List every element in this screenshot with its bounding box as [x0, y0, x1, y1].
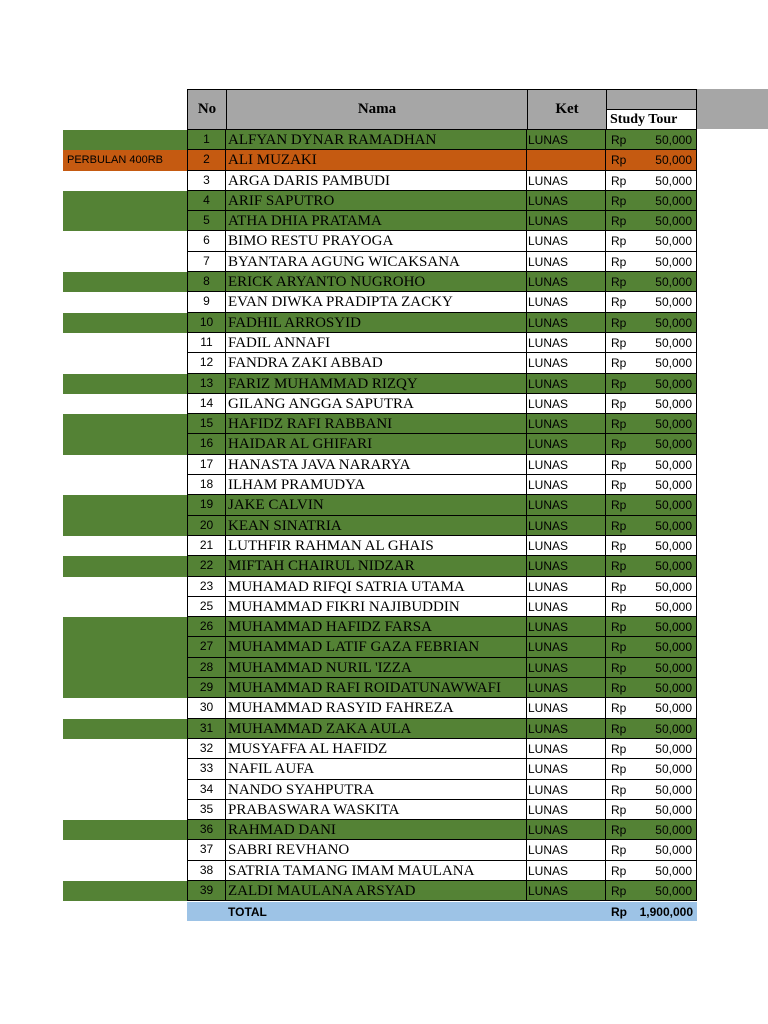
- payment-status: LUNAS: [527, 800, 606, 820]
- student-name: BYANTARA AGUNG WICAKSANA: [226, 252, 527, 272]
- side-note: [63, 820, 187, 840]
- amount: 50,000: [636, 577, 697, 597]
- row-number: 19: [187, 495, 226, 515]
- amount: 50,000: [636, 130, 697, 150]
- side-note: [63, 171, 187, 191]
- payment-status: LUNAS: [527, 353, 606, 373]
- side-note: [63, 313, 187, 333]
- side-note: [63, 597, 187, 617]
- currency: Rp: [611, 701, 627, 716]
- currency: Rp: [611, 457, 627, 472]
- student-name: MUHAMMAD RASYID FAHREZA: [226, 698, 527, 718]
- side-note: [63, 374, 187, 394]
- side-note: [63, 658, 187, 678]
- amount: 50,000: [636, 536, 697, 556]
- currency: Rp: [611, 335, 627, 350]
- header-ket: Ket: [555, 100, 579, 117]
- table-row: [0, 597, 768, 617]
- student-name: FANDRA ZAKI ABBAD: [226, 353, 527, 373]
- currency: Rp: [611, 762, 627, 777]
- row-number: 18: [187, 475, 226, 495]
- payment-status: LUNAS: [527, 171, 606, 191]
- payment-status: LUNAS: [527, 333, 606, 353]
- currency: Rp: [611, 538, 627, 553]
- table-row: [0, 698, 768, 718]
- table-row: [0, 414, 768, 434]
- student-name: MIFTAH CHAIRUL NIDZAR: [226, 556, 527, 576]
- row-number: 39: [187, 881, 226, 901]
- row-number: 16: [187, 434, 226, 454]
- table-row: [0, 800, 768, 820]
- amount: 50,000: [636, 516, 697, 536]
- student-name: MUHAMMAD NURIL 'IZZA: [226, 658, 527, 678]
- header-no-cell: [187, 89, 226, 130]
- currency: Rp: [611, 843, 627, 858]
- currency: Rp: [606, 130, 636, 150]
- row-number: 15: [187, 414, 226, 434]
- currency: Rp: [606, 678, 636, 698]
- payment-status: LUNAS: [527, 211, 606, 231]
- side-note: [63, 698, 187, 718]
- amount: 50,000: [636, 861, 697, 881]
- side-note: [63, 211, 187, 231]
- side-note: [63, 292, 187, 312]
- side-note: [63, 577, 187, 597]
- payment-status: LUNAS: [527, 536, 606, 556]
- table-row: [0, 495, 768, 515]
- amount: 50,000: [636, 211, 697, 231]
- table-row: [0, 333, 768, 353]
- row-number: 22: [187, 556, 226, 576]
- table-row: [0, 658, 768, 678]
- table-row: [0, 231, 768, 251]
- student-name: MUHAMMAD FIKRI NAJIBUDDIN: [226, 597, 527, 617]
- side-note: [63, 353, 187, 373]
- side-note: [63, 800, 187, 820]
- payment-status: LUNAS: [527, 374, 606, 394]
- side-note: [63, 739, 187, 759]
- table-row: [0, 739, 768, 759]
- payment-status: LUNAS: [527, 475, 606, 495]
- currency: Rp: [611, 356, 627, 371]
- currency: Rp: [611, 863, 627, 878]
- student-name: NAFIL AUFA: [226, 759, 527, 779]
- currency: Rp: [611, 234, 627, 249]
- amount: 50,000: [636, 556, 697, 576]
- payment-status: LUNAS: [527, 556, 606, 576]
- side-note: PERBULAN 400RB: [63, 150, 187, 170]
- payment-status: LUNAS: [527, 252, 606, 272]
- row-number: 33: [187, 759, 226, 779]
- currency: Rp: [611, 396, 627, 411]
- side-note: [63, 333, 187, 353]
- row-number: 7: [187, 252, 226, 272]
- payment-status: LUNAS: [527, 414, 606, 434]
- student-name: MUHAMMAD RAFI ROIDATUNAWWAFI: [226, 678, 527, 698]
- side-note: [63, 475, 187, 495]
- payment-status: LUNAS: [527, 231, 606, 251]
- currency: Rp: [611, 802, 627, 817]
- side-note: [63, 536, 187, 556]
- payment-status: LUNAS: [527, 516, 606, 536]
- amount: 50,000: [636, 191, 697, 211]
- amount: 50,000: [636, 719, 697, 739]
- table-row: [0, 617, 768, 637]
- row-number: 38: [187, 861, 226, 881]
- total-row: [187, 902, 697, 921]
- table-row: [0, 881, 768, 901]
- student-name: RAHMAD DANI: [226, 820, 527, 840]
- row-number: 30: [187, 698, 226, 718]
- row-number: 1: [187, 130, 226, 150]
- payment-status: LUNAS: [527, 759, 606, 779]
- table-row: [0, 252, 768, 272]
- header-study-tour-cell: [606, 109, 697, 130]
- student-name: ALFYAN DYNAR RAMADHAN: [226, 130, 527, 150]
- row-number: 20: [187, 516, 226, 536]
- student-name: MUSYAFFA AL HAFIDZ: [226, 739, 527, 759]
- amount: 50,000: [636, 394, 697, 414]
- table-row: [0, 719, 768, 739]
- row-number: 28: [187, 658, 226, 678]
- amount: 50,000: [636, 678, 697, 698]
- row-number: 37: [187, 840, 226, 860]
- amount: 50,000: [636, 840, 697, 860]
- side-note: [63, 780, 187, 800]
- amount: 50,000: [636, 820, 697, 840]
- amount: 50,000: [636, 252, 697, 272]
- row-number: 17: [187, 455, 226, 475]
- side-note: [63, 455, 187, 475]
- side-note: [63, 130, 187, 150]
- payment-status: LUNAS: [527, 780, 606, 800]
- table-row: [0, 272, 768, 292]
- student-name: MUHAMMAD LATIF GAZA FEBRIAN: [226, 637, 527, 657]
- payment-status: LUNAS: [527, 577, 606, 597]
- student-name: EVAN DIWKA PRADIPTA ZACKY: [226, 292, 527, 312]
- row-number: 27: [187, 637, 226, 657]
- payment-status: LUNAS: [527, 840, 606, 860]
- student-name: FADHIL ARROSYID: [226, 313, 527, 333]
- student-name: GILANG ANGGA SAPUTRA: [226, 394, 527, 414]
- side-note: [63, 637, 187, 657]
- payment-status: LUNAS: [527, 739, 606, 759]
- table-row: [0, 191, 768, 211]
- currency: Rp: [606, 820, 636, 840]
- currency: Rp: [606, 434, 636, 454]
- payment-status: LUNAS: [527, 455, 606, 475]
- amount: 50,000: [636, 333, 697, 353]
- row-number: 13: [187, 374, 226, 394]
- row-number: 14: [187, 394, 226, 414]
- total-label: TOTAL: [228, 905, 267, 919]
- table-row: [0, 475, 768, 495]
- student-name: HAIDAR AL GHIFARI: [226, 434, 527, 454]
- amount: 50,000: [636, 353, 697, 373]
- side-note: [63, 759, 187, 779]
- amount: 50,000: [636, 171, 697, 191]
- header-gray-extension: [697, 89, 768, 129]
- side-note: [63, 556, 187, 576]
- currency: Rp: [606, 617, 636, 637]
- total-amount: 1,900,000: [639, 905, 693, 919]
- amount: 50,000: [636, 272, 697, 292]
- row-number: 29: [187, 678, 226, 698]
- currency: Rp: [606, 272, 636, 292]
- header-ket-cell: [527, 89, 606, 130]
- currency: Rp: [611, 295, 627, 310]
- table-row: [0, 211, 768, 231]
- payment-status: LUNAS: [527, 678, 606, 698]
- side-note: [63, 678, 187, 698]
- amount: 50,000: [636, 739, 697, 759]
- payment-status: LUNAS: [527, 617, 606, 637]
- amount: 50,000: [636, 434, 697, 454]
- currency: Rp: [606, 313, 636, 333]
- header-study-tour-top: [606, 89, 697, 109]
- currency: Rp: [606, 516, 636, 536]
- student-name: BIMO RESTU PRAYOGA: [226, 231, 527, 251]
- amount: 50,000: [636, 374, 697, 394]
- row-number: 2: [187, 150, 226, 170]
- amount: 50,000: [636, 414, 697, 434]
- table-row: [0, 861, 768, 881]
- table-row: [0, 374, 768, 394]
- row-number: 9: [187, 292, 226, 312]
- table-row: [0, 780, 768, 800]
- row-number: 25: [187, 597, 226, 617]
- table-row: [0, 171, 768, 191]
- student-name: HAFIDZ RAFI RABBANI: [226, 414, 527, 434]
- amount: 50,000: [636, 800, 697, 820]
- student-name: ALI MUZAKI: [226, 150, 527, 170]
- student-name: HANASTA JAVA NARARYA: [226, 455, 527, 475]
- table-row: [0, 577, 768, 597]
- currency: Rp: [606, 211, 636, 231]
- payment-status: LUNAS: [527, 313, 606, 333]
- student-name: MUHAMMAD ZAKA AULA: [226, 719, 527, 739]
- student-name: LUTHFIR RAHMAN AL GHAIS: [226, 536, 527, 556]
- student-name: ATHA DHIA PRATAMA: [226, 211, 527, 231]
- amount: 50,000: [636, 658, 697, 678]
- student-name: FARIZ MUHAMMAD RIZQY: [226, 374, 527, 394]
- student-payment-table: [0, 130, 768, 901]
- total-currency: Rp: [611, 905, 627, 919]
- student-name: MUHAMAD RIFQI SATRIA UTAMA: [226, 577, 527, 597]
- currency: Rp: [606, 881, 636, 901]
- table-row: [0, 536, 768, 556]
- table-row: [0, 130, 768, 150]
- payment-status: LUNAS: [527, 130, 606, 150]
- amount: 50,000: [636, 780, 697, 800]
- payment-status: LUNAS: [527, 881, 606, 901]
- payment-status: LUNAS: [527, 719, 606, 739]
- currency: Rp: [611, 782, 627, 797]
- payment-status: LUNAS: [527, 820, 606, 840]
- row-number: 35: [187, 800, 226, 820]
- currency: Rp: [606, 191, 636, 211]
- amount: 50,000: [636, 597, 697, 617]
- student-name: ZALDI MAULANA ARSYAD: [226, 881, 527, 901]
- currency: Rp: [611, 599, 627, 614]
- table-row: [0, 637, 768, 657]
- row-number: 11: [187, 333, 226, 353]
- side-note: [63, 719, 187, 739]
- currency: Rp: [606, 150, 636, 170]
- amount: 50,000: [636, 637, 697, 657]
- student-name: SABRI REVHANO: [226, 840, 527, 860]
- payment-status: LUNAS: [527, 637, 606, 657]
- table-row: [0, 353, 768, 373]
- table-row: [0, 434, 768, 454]
- side-note: [63, 617, 187, 637]
- amount: 50,000: [636, 231, 697, 251]
- row-number: 23: [187, 577, 226, 597]
- table-row: [0, 292, 768, 312]
- currency: Rp: [606, 374, 636, 394]
- row-number: 21: [187, 536, 226, 556]
- student-name: FADIL ANNAFI: [226, 333, 527, 353]
- side-note: [63, 191, 187, 211]
- table-row: [0, 678, 768, 698]
- payment-status: LUNAS: [527, 861, 606, 881]
- amount: 50,000: [636, 455, 697, 475]
- payment-status: LUNAS: [527, 597, 606, 617]
- payment-status: LUNAS: [527, 495, 606, 515]
- amount: 50,000: [636, 475, 697, 495]
- currency: Rp: [606, 637, 636, 657]
- row-number: 36: [187, 820, 226, 840]
- payment-status: LUNAS: [527, 698, 606, 718]
- student-name: MUHAMMAD HAFIDZ FARSA: [226, 617, 527, 637]
- row-number: 34: [187, 780, 226, 800]
- currency: Rp: [611, 478, 627, 493]
- student-name: SATRIA TAMANG IMAM MAULANA: [226, 861, 527, 881]
- table-row: [0, 759, 768, 779]
- currency: Rp: [606, 719, 636, 739]
- row-number: 6: [187, 231, 226, 251]
- amount: 50,000: [636, 495, 697, 515]
- side-note: [63, 495, 187, 515]
- student-name: ERICK ARYANTO NUGROHO: [226, 272, 527, 292]
- row-number: 8: [187, 272, 226, 292]
- student-name: JAKE CALVIN: [226, 495, 527, 515]
- side-note: [63, 394, 187, 414]
- row-number: 4: [187, 191, 226, 211]
- payment-status: [527, 150, 606, 170]
- currency: Rp: [606, 658, 636, 678]
- amount: 50,000: [636, 313, 697, 333]
- row-number: 3: [187, 171, 226, 191]
- table-row: [0, 150, 768, 170]
- row-number: 5: [187, 211, 226, 231]
- student-name: PRABASWARA WASKITA: [226, 800, 527, 820]
- payment-status: LUNAS: [527, 292, 606, 312]
- student-name: KEAN SINATRIA: [226, 516, 527, 536]
- side-note: [63, 840, 187, 860]
- table-row: [0, 840, 768, 860]
- side-note: [63, 881, 187, 901]
- table-row: [0, 455, 768, 475]
- side-note: [63, 516, 187, 536]
- side-note: [63, 434, 187, 454]
- header-no: No: [197, 100, 217, 117]
- student-name: ARIF SAPUTRO: [226, 191, 527, 211]
- side-note: [63, 272, 187, 292]
- currency: Rp: [611, 173, 627, 188]
- student-name: ARGA DARIS PAMBUDI: [226, 171, 527, 191]
- side-note: [63, 252, 187, 272]
- currency: Rp: [611, 579, 627, 594]
- payment-status: LUNAS: [527, 272, 606, 292]
- student-name: NANDO SYAHPUTRA: [226, 780, 527, 800]
- amount: 50,000: [636, 698, 697, 718]
- side-note: [63, 231, 187, 251]
- student-name: ILHAM PRAMUDYA: [226, 475, 527, 495]
- amount: 50,000: [636, 881, 697, 901]
- currency: Rp: [611, 741, 627, 756]
- row-number: 32: [187, 739, 226, 759]
- row-number: 12: [187, 353, 226, 373]
- payment-status: LUNAS: [527, 191, 606, 211]
- payment-status: LUNAS: [527, 394, 606, 414]
- header-nama: Nama: [357, 100, 397, 117]
- side-note: [63, 414, 187, 434]
- row-number: 26: [187, 617, 226, 637]
- table-row: [0, 394, 768, 414]
- header-nama-cell: [226, 89, 527, 130]
- payment-status: LUNAS: [527, 434, 606, 454]
- amount: 50,000: [636, 617, 697, 637]
- currency: Rp: [606, 495, 636, 515]
- amount: 50,000: [636, 292, 697, 312]
- side-note: [63, 861, 187, 881]
- row-number: 10: [187, 313, 226, 333]
- table-row: [0, 820, 768, 840]
- table-row: [0, 313, 768, 333]
- currency: Rp: [606, 556, 636, 576]
- currency: Rp: [606, 414, 636, 434]
- amount: 50,000: [636, 150, 697, 170]
- table-row: [0, 516, 768, 536]
- row-number: 31: [187, 719, 226, 739]
- table-row: [0, 556, 768, 576]
- header-study-tour: Study Tour: [610, 111, 678, 127]
- currency: Rp: [611, 254, 627, 269]
- payment-status: LUNAS: [527, 658, 606, 678]
- amount: 50,000: [636, 759, 697, 779]
